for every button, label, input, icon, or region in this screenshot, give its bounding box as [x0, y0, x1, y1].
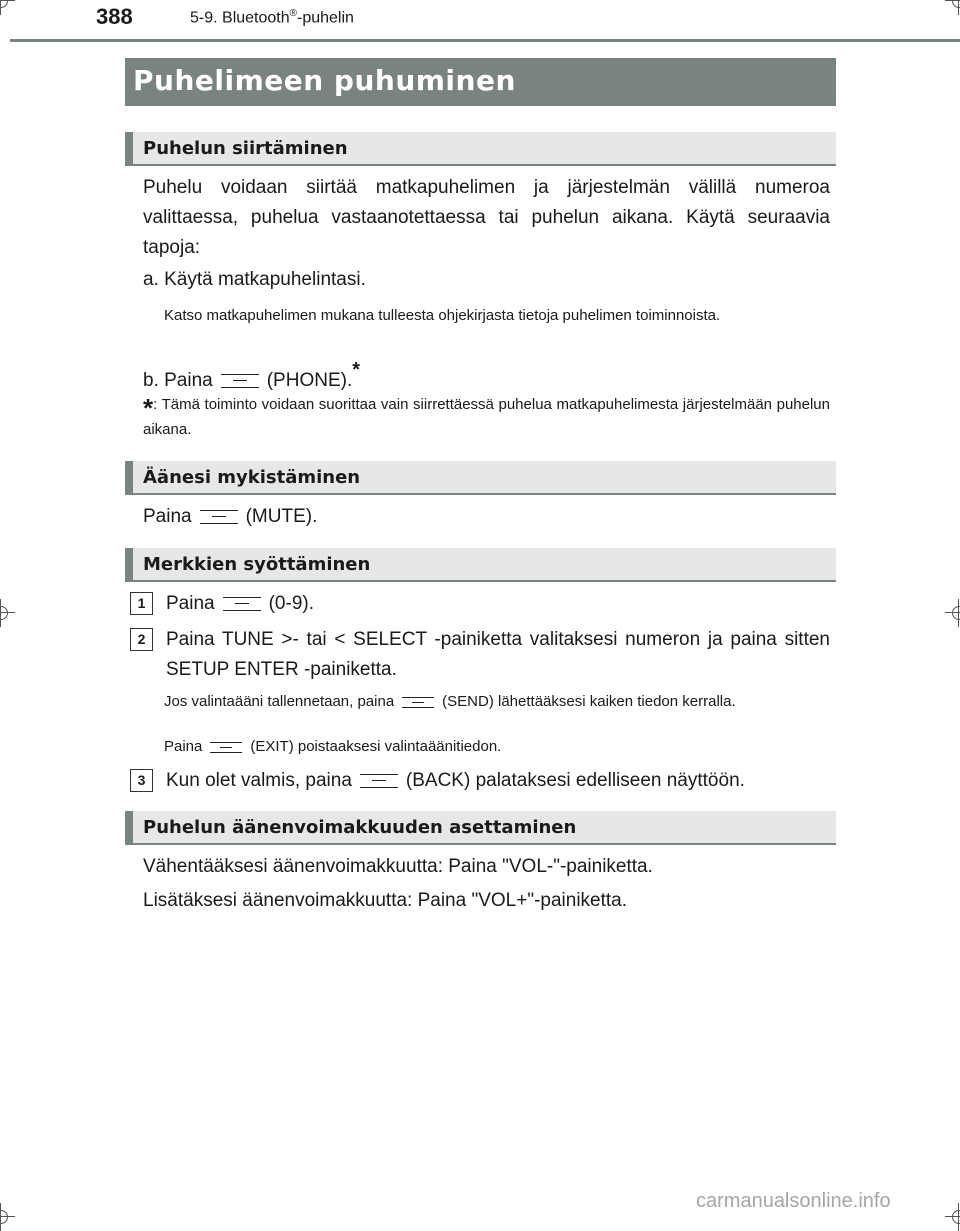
crop-mark [945, 599, 960, 627]
section-heading-transfer: Puhelun siirtäminen [125, 132, 836, 166]
crop-mark [0, 0, 15, 15]
option-b: b. Paina (PHONE).* [143, 359, 361, 391]
section-heading-entry: Merkkien syöttäminen [125, 548, 836, 582]
crop-mark [945, 0, 960, 15]
page-title: Puhelimeen puhuminen [133, 64, 516, 97]
volume-decrease: Vähentääksesi äänenvoimakkuutta: Paina "VOL-"-painiketta. [143, 856, 653, 877]
step-2: Paina TUNE >- tai < SELECT -painiketta valitaksesi numeron ja paina sitten SETUP ENTER -painiketta. [166, 629, 830, 680]
header-rule [10, 39, 960, 42]
option-a-note: Katso matkapuhelimen mukana tulleesta ohjekirjasta tietoja puhelimen toiminnoista. [164, 307, 721, 324]
footer-watermark: carmanualsonline.info [696, 1190, 891, 1212]
send-button-icon [402, 697, 434, 708]
mute-instruction: Paina (MUTE). [143, 506, 318, 527]
step-number: 2 [130, 628, 153, 651]
option-a: a. Käytä matkapuhelintasi. [143, 269, 366, 290]
crop-mark [945, 1203, 960, 1231]
section-heading-volume: Puhelun äänenvoimakkuuden asettaminen [125, 811, 836, 845]
digit-button-icon [223, 597, 261, 611]
step-2-note-exit: Paina (EXIT) poistaaksesi valintaäänitiedon. [164, 738, 502, 755]
back-button-icon [360, 774, 398, 788]
phone-button-icon [221, 374, 259, 388]
transfer-intro: Puhelu voidaan siirtää matkapuhelimen ja järjestelmän välillä numeroa valittaessa, puhelua vastaanotettaessa tai puhelun aikana. Käytä seuraavia tapoja: [143, 177, 830, 258]
exit-button-icon [210, 742, 242, 753]
step-number: 1 [130, 592, 153, 615]
step-2-note-send: Jos valintaääni tallennetaan, paina (SEND) lähettääksesi kaiken tiedon kerralla. [164, 693, 736, 710]
page-number: 388 [96, 4, 133, 29]
step-1: Paina (0-9). [166, 593, 315, 614]
step-3: Kun olet valmis, paina (BACK) palataksesi edelliseen näyttöön. [166, 770, 745, 791]
section-heading-mute: Äänesi mykistäminen [125, 461, 836, 495]
crop-mark [0, 599, 15, 627]
section-reference: 5-9. Bluetooth®-puhelin [190, 8, 354, 27]
volume-increase: Lisätäksesi äänenvoimakkuutta: Paina "VOL+"-painiketta. [143, 890, 628, 911]
mute-button-icon [200, 510, 238, 524]
crop-mark [0, 1203, 15, 1231]
footnote: *: Tämä toiminto voidaan suorittaa vain siirrettäessä puhelua matkapuhelimesta järjestelmään puhelun aikana. [143, 393, 830, 438]
step-number: 3 [130, 769, 153, 792]
title-band [125, 58, 836, 106]
